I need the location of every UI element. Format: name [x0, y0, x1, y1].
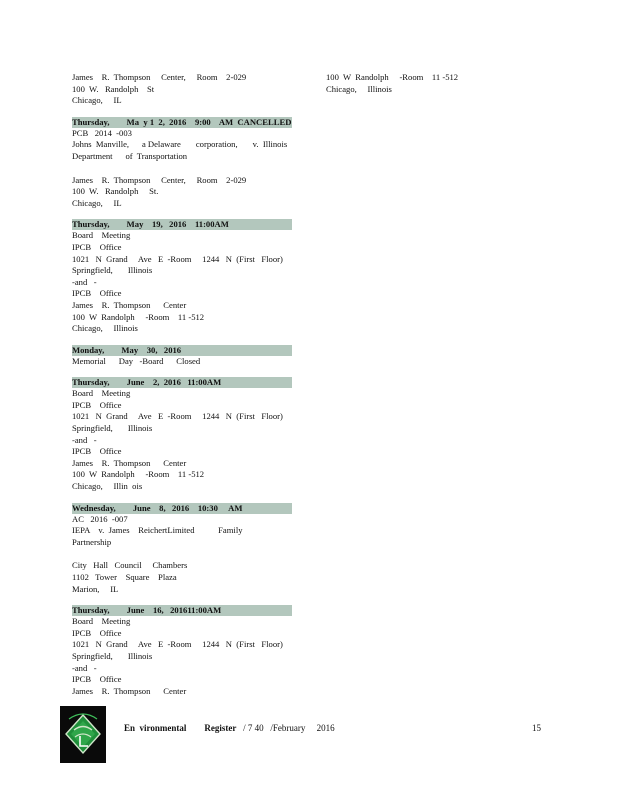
schedule-entry-line: 100 W. Randolph St: [72, 83, 155, 94]
schedule-entry-line: Board Meeting: [72, 616, 131, 627]
schedule-entry-line: IPCB Office: [72, 399, 122, 410]
schedule-entry-line: 100 W. Randolph St.: [72, 186, 159, 197]
schedule-entry-line: IEPA v. James ReichertLimited Family Partnership: [72, 525, 254, 547]
schedule-entry-line: Springfield, Illinois: [72, 650, 153, 661]
schedule-entry-line: Springfield, Illinois: [72, 265, 153, 276]
schedule-entry-line: Chicago, Illin ois: [72, 481, 143, 492]
spacer: [72, 163, 292, 175]
schedule-entry-line: 1021 N Grand Ave E -Room 1244 N (First Floor): [72, 253, 283, 264]
schedule-entry-line: 100 W Randolph -Room 11 -512: [72, 469, 205, 480]
schedule-date-header: Wednesday, June 8, 2016 10:30 AM: [72, 503, 292, 514]
schedule-entry-line: 100 W Randolph -Room 11 -512: [72, 311, 205, 322]
agency-logo: [60, 706, 106, 763]
schedule-entry-line: -and -: [72, 276, 97, 287]
schedule-entry-line: City Hall Council Chambers: [72, 560, 188, 571]
right-column: [326, 72, 526, 95]
schedule-entry-line: 1102 Tower Square Plaza: [72, 572, 177, 582]
schedule-entry-line: Chicago, Illinois: [72, 323, 138, 334]
schedule-entry-line: Marion, IL: [72, 583, 119, 594]
footer-issue: / 7 40 /February 2016: [243, 723, 335, 733]
schedule-date-header: Monday, May 30, 2016: [72, 345, 292, 356]
schedule-entry-line: Memorial Day -Board Closed: [72, 355, 201, 366]
schedule-entry-line: 100 W Randolph -Room 11 -512: [326, 72, 459, 82]
footer-register: Register: [204, 723, 237, 733]
schedule-entry-line: -and -: [72, 662, 97, 673]
left-column: [72, 72, 292, 697]
schedule-entry-line: IPCB Office: [72, 241, 122, 252]
schedule-entry-line: James R. Thompson Center, Room 2-029: [72, 72, 247, 82]
schedule-entry-line: IPCB Office: [72, 446, 122, 457]
schedule-entry-line: PCB 2014 -003: [72, 127, 132, 138]
schedule-entry-line: James R. Thompson Center: [72, 685, 187, 696]
schedule-entry-line: Department of Transportation: [72, 150, 188, 161]
page-number: 15: [532, 723, 541, 733]
schedule-entry-line: IPCB Office: [72, 288, 122, 299]
schedule-entry-line: James R. Thompson Center, Room 2-029: [72, 174, 247, 185]
logo-emblem-icon: [60, 706, 106, 763]
schedule-entry-line: Johns Manville, a Delaware corporation, v. Illinois: [72, 139, 288, 150]
spacer: [72, 548, 292, 560]
schedule-entry-line: IPCB Office: [72, 674, 122, 685]
schedule-entry-line: James R. Thompson Center: [72, 457, 187, 468]
footer-title: [124, 723, 335, 735]
schedule-entry-line: IPCB Office: [72, 627, 122, 638]
schedule-entry-line: James R. Thompson Center: [72, 299, 187, 310]
schedule-entry-line: -and -: [72, 434, 97, 445]
schedule-date-header: Thursday, May 19, 2016 11:00AM: [72, 219, 292, 230]
schedule-date-header: Thursday, June 2, 2016 11:00AM: [72, 377, 292, 388]
schedule-entry-line: 1021 N Grand Ave E -Room 1244 N (First Floor): [72, 639, 283, 650]
schedule-entry-line: 1021 N Grand Ave E -Room 1244 N (First Floor): [72, 411, 283, 422]
schedule-entry-line: Springfield, Illinois: [72, 423, 153, 434]
schedule-entry-line: AC 2016 -007: [72, 513, 128, 524]
schedule-entry-line: Chicago, IL: [72, 197, 122, 208]
schedule-entry-line: Chicago, IL: [72, 95, 122, 106]
schedule-entry-line: Chicago, Illinois: [326, 83, 392, 94]
footer-journal-name: En vironmental: [124, 723, 187, 733]
schedule-date-header: Thursday, June 16, 201611:00AM: [72, 605, 292, 616]
schedule-entry-line: Board Meeting: [72, 230, 131, 241]
schedule-entry-line: Board Meeting: [72, 388, 131, 399]
schedule-date-header: Thursday, Ma y 1 2, 2016 9:00 AM CANCELLED: [72, 116, 292, 127]
